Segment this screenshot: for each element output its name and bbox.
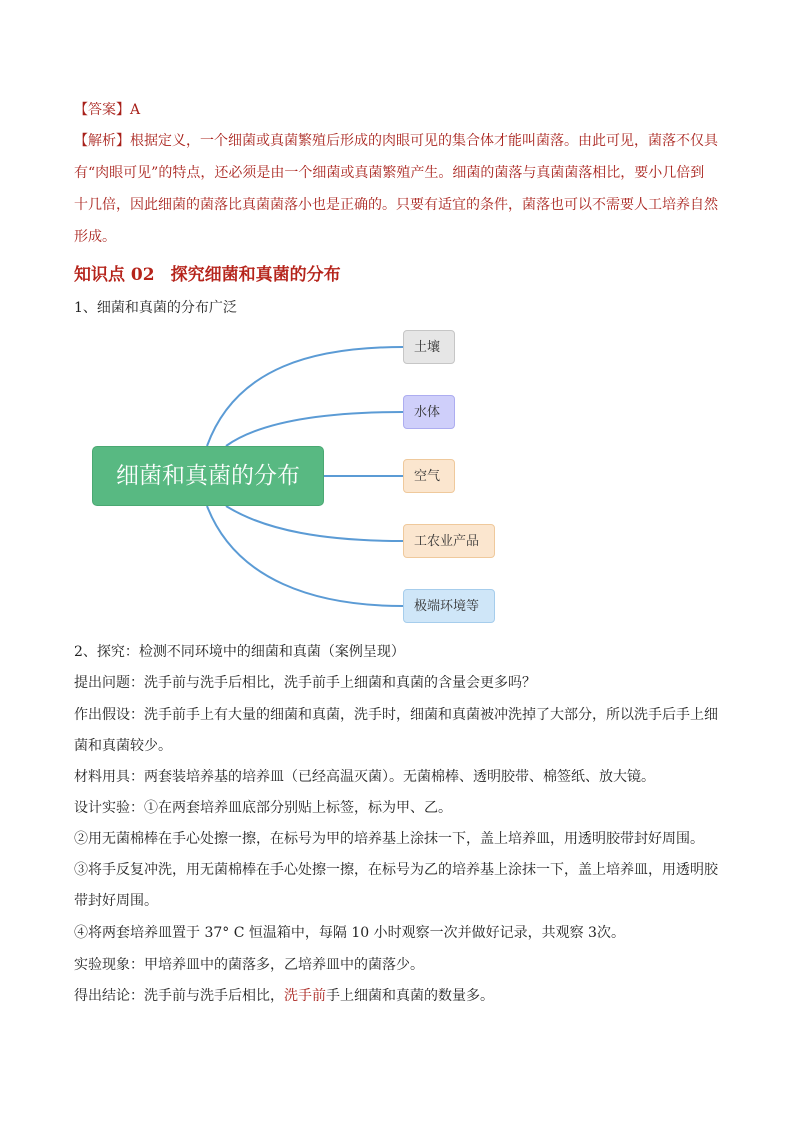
analysis-line-2: 有“肉眼可见”的特点，还必须是由一个细菌或真菌繁殖产生。细菌的菌落与真菌菌落相比，要小几倍到 [74,165,705,181]
body-line-2: 提出问题：洗手前与洗手后相比，洗手前手上细菌和真菌的含量会更多吗？ [74,675,536,691]
body-line-11: 实验现象：甲培养皿中的菌落多，乙培养皿中的菌落少。 [74,957,424,973]
body-line-8: ③将手反复冲洗，用无菌棉棒在手心处擦一擦，在标号为乙的培养基上涂抹一下，盖上培养皿，用透明胶 [74,862,718,878]
body-line-12 [74,986,494,1006]
mindmap-node-water: 水体 [403,395,455,429]
connector-industry [226,506,403,541]
analysis-text-1: 根据定义，一个细菌或真菌繁殖后形成的肉眼可见的集合体才能叫菌落。由此可见，菌落不仅具 [130,133,718,149]
conclusion-prefix: 得出结论：洗手前与洗手后相比， [74,988,284,1004]
distribution-mindmap [86,326,506,628]
connector-soil [207,347,403,446]
mindmap-node-industry: 工农业产品 [403,524,495,558]
section-title: 探究细菌和真菌的分布 [170,265,341,285]
answer-value: A [130,102,141,118]
analysis-line-1 [74,131,718,151]
analysis-line-4: 形成。 [74,229,116,245]
section-number: 知识点 02 [74,265,155,285]
analysis-label: 【解析】 [74,133,130,149]
body-line-10: ④将两套培养皿置于 37° C 恒温箱中，每隔 10 小时观察一次并做好记录，共观察 3次。 [74,925,625,941]
conclusion-highlight: 洗手前 [284,988,326,1004]
answer-line [74,100,140,120]
body-line-3: 作出假设：洗手前手上有大量的细菌和真菌，洗手时，细菌和真菌被冲洗掉了大部分，所以洗手后手上细 [74,707,718,723]
body-line-1: 2、探究：检测不同环境中的细菌和真菌（案例呈现） [74,644,405,660]
body-line-7: ②用无菌棉棒在手心处擦一擦，在标号为甲的培养基上涂抹一下，盖上培养皿，用透明胶带封好周围。 [74,831,704,847]
mindmap-central-node: 细菌和真菌的分布 [92,446,324,506]
connector-water [226,412,403,446]
body-line-6: 设计实验：①在两套培养皿底部分别贴上标签，标为甲、乙。 [74,800,452,816]
mindmap-node-extreme: 极端环境等 [403,589,495,623]
mindmap-node-soil: 土壤 [403,330,455,364]
section-heading [74,260,341,285]
body-line-9: 带封好周围。 [74,893,158,909]
mindmap-node-air: 空气 [403,459,455,493]
point-1: 1、细菌和真菌的分布广泛 [74,300,237,316]
answer-label: 【答案】 [74,102,130,118]
conclusion-suffix: 手上细菌和真菌的数量多。 [326,988,494,1004]
connector-extreme [207,506,403,606]
body-line-4: 菌和真菌较少。 [74,738,172,754]
analysis-line-3: 十几倍，因此细菌的菌落比真菌菌落小也是正确的。只要有适宜的条件，菌落也可以不需要人工培养自然 [74,197,718,213]
body-line-5: 材料用具：两套装培养基的培养皿（已经高温灭菌）。无菌棉棒、透明胶带、棉签纸、放大镜。 [74,769,655,785]
